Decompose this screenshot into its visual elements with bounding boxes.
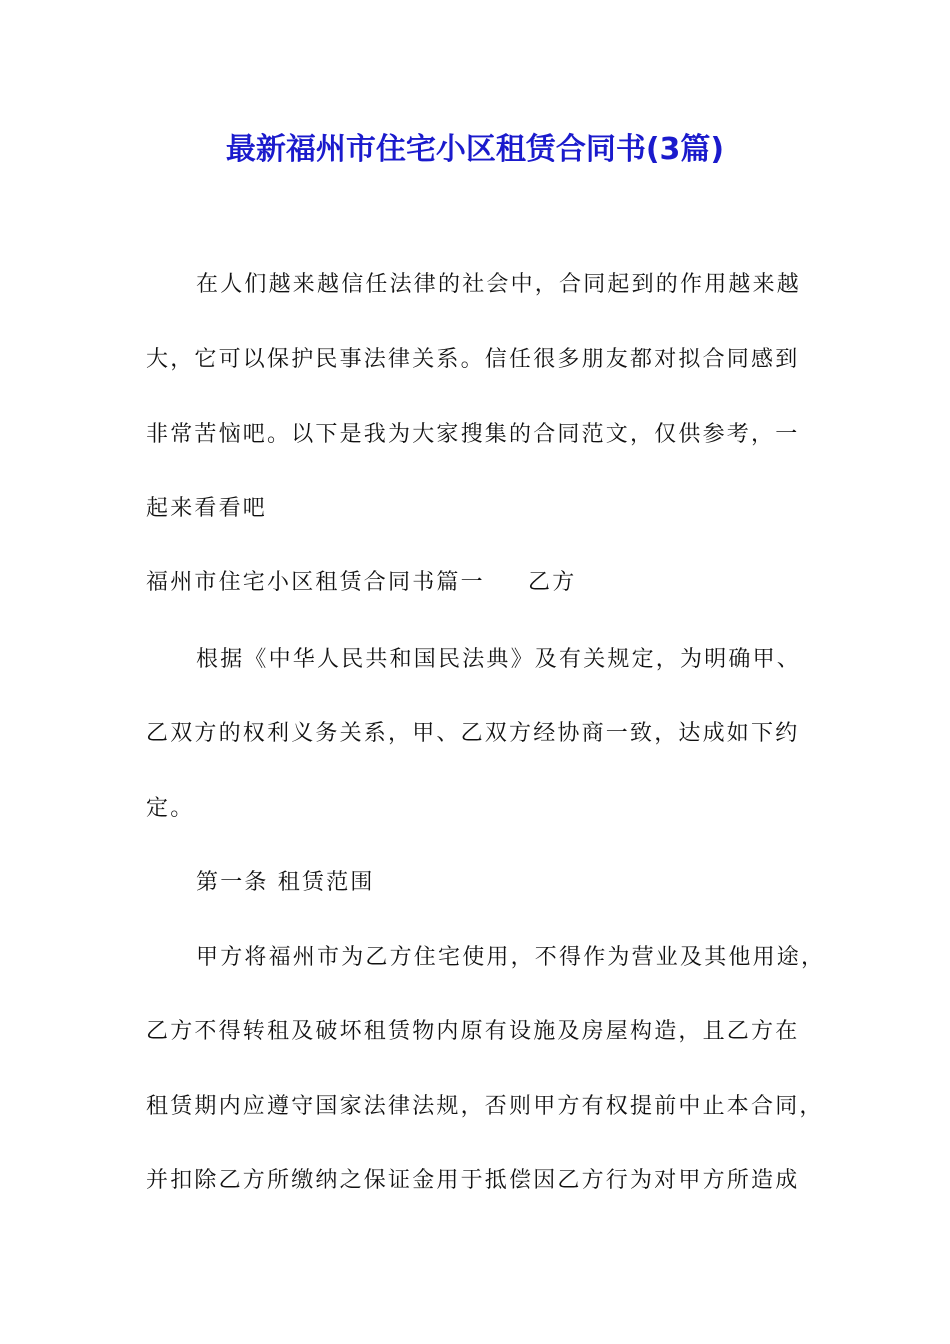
article-1-title: 第一条 租赁范围 <box>196 870 375 895</box>
section-heading: 福州市住宅小区租赁合同书篇一 <box>146 570 485 595</box>
intro-line-1: 在人们越来越信任法律的社会中，合同起到的作用越来越 <box>196 272 802 297</box>
preamble-line-2: 乙双方的权利义务关系，甲、乙双方经协商一致，达成如下约 <box>146 721 800 746</box>
intro-line-4: 起来看看吧 <box>146 496 268 521</box>
intro-line-2: 大，它可以保护民事法律关系。信任很多朋友都对拟合同感到 <box>146 347 800 372</box>
preamble-line-1: 根据《中华人民共和国民法典》及有关规定，为明确甲、 <box>196 647 802 672</box>
article-1-line-4: 并扣除乙方所缴纳之保证金用于抵偿因乙方行为对甲方所造成 <box>146 1168 800 1193</box>
preamble-line-3: 定。 <box>146 796 195 821</box>
intro-line-3: 非常苦恼吧。以下是我为大家搜集的合同范文，仅供参考，一 <box>146 422 800 447</box>
document-title: 最新福州市住宅小区租赁合同书(3篇) <box>225 132 725 167</box>
article-1-line-2: 乙方不得转租及破坏租赁物内原有设施及房屋构造，且乙方在 <box>146 1019 800 1044</box>
article-1-line-1: 甲方将福州市为乙方住宅使用，不得作为营业及其他用途， <box>196 945 826 970</box>
section-heading-party: 乙方 <box>528 570 577 595</box>
article-1-line-3: 租赁期内应遵守国家法律法规，否则甲方有权提前中止本合同， <box>146 1094 824 1119</box>
